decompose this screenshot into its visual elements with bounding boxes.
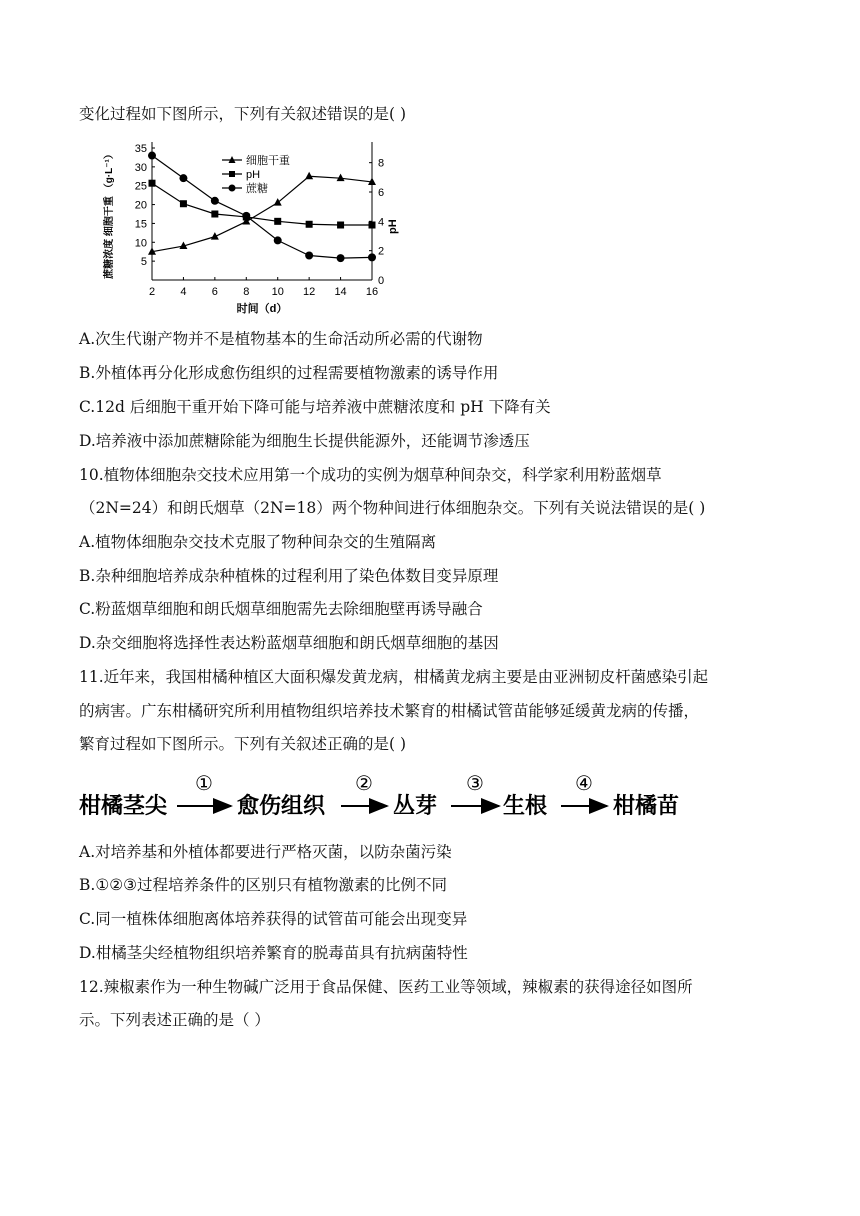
- y-left-tick-label: 15: [134, 218, 147, 231]
- text-line: 12.辣椒素作为一种生物碱广泛用于食品保健、医药工业等领域，辣椒素的获得途径如图所: [79, 978, 693, 996]
- flow-step: 丛芽: [393, 794, 438, 819]
- y-left-tick-label: 5: [140, 256, 147, 269]
- data-point-circle: [274, 236, 282, 244]
- text-line: D.柑橘茎尖经植物组织培养繁育的脱毒苗具有抗病菌特性: [79, 944, 468, 962]
- y-left-tick-label: 10: [134, 237, 147, 250]
- legend-marker: [229, 171, 235, 177]
- x-tick-label: 12: [303, 286, 316, 298]
- text-line: B.杂种细胞培养成杂种植株的过程利用了染色体数目变异原理: [79, 567, 499, 585]
- y-right-axis-label: pH: [387, 219, 399, 234]
- x-tick-label: 14: [334, 286, 347, 298]
- x-tick-label: 16: [365, 286, 379, 298]
- data-point-circle: [211, 197, 219, 205]
- data-point-circle: [305, 251, 313, 259]
- flow-arrow-label: ②: [355, 775, 373, 795]
- data-point-square: [211, 211, 218, 218]
- legend-label: pH: [246, 169, 261, 181]
- data-point-square: [306, 221, 313, 228]
- flow-step: 柑橘茎尖: [79, 794, 168, 819]
- text-line: B.①②③过程培养条件的区别只有植物激素的比例不同: [79, 876, 448, 894]
- data-point-square: [149, 180, 156, 187]
- text-line: A.植物体细胞杂交技术克服了物种间杂交的生殖隔离: [79, 533, 437, 551]
- y-right-tick-label: 4: [378, 216, 385, 229]
- text-line: （2N=24）和朗氏烟草（2N=18）两个物种间进行体细胞杂交。下列有关说法错误的是( ): [80, 499, 706, 517]
- data-point-circle: [242, 212, 250, 220]
- flow-arrow-label: ③: [466, 775, 484, 795]
- legend-marker: [229, 185, 236, 192]
- flow-step: 愈伤组织: [237, 794, 326, 819]
- x-tick-label: 4: [180, 286, 187, 298]
- flow-arrow-label: ①: [195, 775, 213, 795]
- y-left-tick-label: 30: [134, 161, 147, 174]
- chart-labels: [102, 143, 399, 315]
- text-line: C.粉蓝烟草细胞和朗氏烟草细胞需先去除细胞壁再诱导融合: [79, 600, 483, 618]
- data-point-triangle: [305, 172, 313, 180]
- y-left-tick-label: 35: [134, 143, 147, 155]
- y-left-axis-label: 蔗糖浓度 细胞干重 （g·L⁻¹）: [104, 149, 115, 279]
- line-chart: [84, 138, 414, 323]
- data-point-square: [274, 218, 281, 225]
- text-line: 10.植物体细胞杂交技术应用第一个成功的实例为烟草种间杂交，科学家利用粉蓝烟草: [79, 466, 662, 484]
- legend-label: 蔗糖: [246, 183, 268, 195]
- y-right-tick-label: 0: [378, 275, 385, 287]
- legend-label: 细胞干重: [246, 155, 290, 167]
- text-line: C.12d 后细胞干重开始下降可能与培养液中蔗糖浓度和 pH 下降有关: [79, 398, 551, 416]
- data-point-circle: [337, 254, 345, 262]
- text-line: A.对培养基和外植体都要进行严格灭菌，以防杂菌污染: [79, 843, 452, 861]
- y-left-tick-label: 20: [134, 199, 147, 212]
- x-tick-label: 8: [243, 286, 250, 298]
- text-line: 繁育过程如下图所示。下列有关叙述正确的是( ): [79, 735, 407, 753]
- data-point-square: [337, 222, 344, 229]
- text-line: 的病害。广东柑橘研究所利用植物组织培养技术繁育的柑橘试管苗能够延缓黄龙病的传播，: [79, 702, 700, 720]
- text-line: 变化过程如下图所示，下列有关叙述错误的是( ): [79, 105, 407, 123]
- text-line: A.次生代谢产物并不是植物基本的生命活动所必需的代谢物: [79, 330, 483, 348]
- text-line: B.外植体再分化形成愈伤组织的过程需要植物激素的诱导作用: [79, 364, 499, 382]
- y-right-tick-label: 8: [378, 157, 385, 170]
- text-line: 示。下列表述正确的是（ ）: [79, 1011, 270, 1029]
- flow-step: 生根: [503, 794, 548, 819]
- text-line: D.培养液中添加蔗糖除能为细胞生长提供能源外，还能调节渗透压: [79, 432, 530, 450]
- x-tick-label: 10: [271, 286, 284, 298]
- flow-diagram: [79, 775, 719, 830]
- text-line: C.同一植株体细胞离体培养获得的试管苗可能会出现变异: [79, 910, 468, 928]
- text-line: 11.近年来，我国柑橘种植区大面积爆发黄龙病，柑橘黄龙病主要是由亚洲韧皮杆菌感染引起: [79, 668, 709, 686]
- x-tick-label: 6: [211, 286, 218, 298]
- data-point-circle: [148, 152, 156, 160]
- x-tick-label: 2: [148, 286, 156, 298]
- x-axis-label: 时间（d）: [236, 303, 288, 315]
- flow-arrow-label: ④: [575, 775, 593, 795]
- data-point-square: [180, 200, 187, 207]
- y-left-tick-label: 25: [134, 180, 147, 193]
- data-point-square: [369, 222, 376, 229]
- data-point-circle: [179, 174, 187, 182]
- chart-marks: [148, 152, 376, 263]
- text-line: D.杂交细胞将选择性表达粉蓝烟草细胞和朗氏烟草细胞的基因: [79, 634, 499, 652]
- y-right-tick-label: 2: [378, 245, 385, 258]
- flow-step: 柑橘苗: [613, 794, 680, 819]
- data-point-circle: [368, 253, 376, 261]
- data-point-triangle: [274, 198, 282, 206]
- y-right-tick-label: 6: [378, 187, 385, 199]
